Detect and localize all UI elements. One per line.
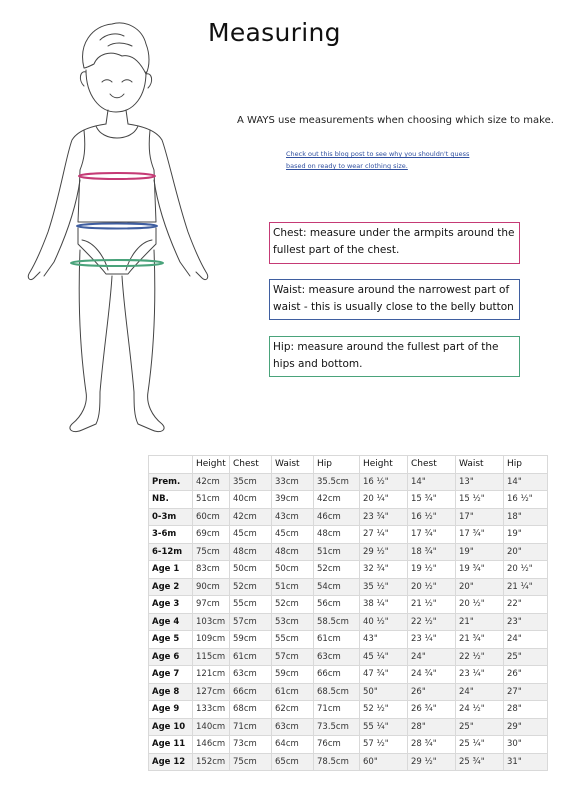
table-cell: 28" [408, 718, 456, 736]
table-cell: 25 ¼" [456, 736, 504, 754]
table-cell: 52 ½" [360, 701, 408, 719]
table-cell: 61cm [314, 631, 360, 649]
table-cell: 22 ½" [408, 613, 456, 631]
table-cell: 109cm [193, 631, 230, 649]
table-cell: 25" [456, 718, 504, 736]
table-cell: 48cm [272, 543, 314, 561]
table-cell: 63cm [272, 718, 314, 736]
table-cell: 53cm [272, 613, 314, 631]
table-cell: 42cm [314, 491, 360, 509]
table-cell: 42cm [193, 473, 230, 491]
table-cell: 45cm [230, 526, 272, 544]
table-cell: 133cm [193, 701, 230, 719]
size-label-cell: Age 3 [149, 596, 193, 614]
table-cell: 45 ¼" [360, 648, 408, 666]
size-label-cell: Age 11 [149, 736, 193, 754]
table-cell: 43cm [272, 508, 314, 526]
table-cell: 39cm [272, 491, 314, 509]
table-row [149, 631, 548, 649]
table-header-cell: Chest [408, 456, 456, 474]
chest-measure-line [79, 173, 155, 179]
table-cell: 103cm [193, 613, 230, 631]
table-cell: 51cm [193, 491, 230, 509]
table-cell: 57cm [230, 613, 272, 631]
table-cell: 68cm [230, 701, 272, 719]
waist-measure-line [77, 224, 157, 229]
table-cell: 115cm [193, 648, 230, 666]
table-cell: 64cm [272, 736, 314, 754]
table-header-row [149, 456, 548, 474]
table-cell: 17" [456, 508, 504, 526]
table-cell: 59cm [230, 631, 272, 649]
hip-measure-line [71, 260, 163, 266]
size-label-cell: Age 1 [149, 561, 193, 579]
table-cell: 68.5cm [314, 683, 360, 701]
table-cell: 21 ¼" [504, 578, 548, 596]
table-cell: 30" [504, 736, 548, 754]
table-cell: 25 ¾" [456, 753, 504, 771]
table-cell: 35 ½" [360, 578, 408, 596]
size-label-cell: Age 7 [149, 666, 193, 684]
table-cell: 15 ¾" [408, 491, 456, 509]
size-label-cell: NB. [149, 491, 193, 509]
table-cell: 78.5cm [314, 753, 360, 771]
table-cell: 17 ¾" [456, 526, 504, 544]
table-cell: 146cm [193, 736, 230, 754]
table-cell: 54cm [314, 578, 360, 596]
table-cell: 24 ¾" [408, 666, 456, 684]
table-cell: 75cm [193, 543, 230, 561]
table-cell: 71cm [314, 701, 360, 719]
table-cell: 75cm [230, 753, 272, 771]
table-cell: 26" [504, 666, 548, 684]
face [86, 70, 146, 112]
table-cell: 51cm [314, 543, 360, 561]
table-header-cell [149, 456, 193, 474]
table-row [149, 543, 548, 561]
size-label-cell: Age 2 [149, 578, 193, 596]
table-row [149, 701, 548, 719]
table-cell: 24" [456, 683, 504, 701]
page-title: Measuring [208, 18, 341, 47]
size-label-cell: 6-12m [149, 543, 193, 561]
table-cell: 22 ½" [456, 648, 504, 666]
table-cell: 19" [504, 526, 548, 544]
table-cell: 59cm [272, 666, 314, 684]
table-cell: 50" [360, 683, 408, 701]
table-cell: 55 ¼" [360, 718, 408, 736]
table-cell: 20 ½" [456, 596, 504, 614]
table-cell: 56cm [314, 596, 360, 614]
table-cell: 52cm [230, 578, 272, 596]
table-header-cell: Hip [504, 456, 548, 474]
table-cell: 48cm [230, 543, 272, 561]
table-cell: 90cm [193, 578, 230, 596]
table-cell: 27 ¼" [360, 526, 408, 544]
table-cell: 152cm [193, 753, 230, 771]
table-cell: 40 ½" [360, 613, 408, 631]
table-cell: 65cm [272, 753, 314, 771]
table-row [149, 736, 548, 754]
size-label-cell: 0-3m [149, 508, 193, 526]
table-cell: 73.5cm [314, 718, 360, 736]
table-cell: 27" [504, 683, 548, 701]
table-cell: 50cm [272, 561, 314, 579]
table-row [149, 578, 548, 596]
table-cell: 83cm [193, 561, 230, 579]
size-label-cell: Age 6 [149, 648, 193, 666]
table-cell: 16 ½" [504, 491, 548, 509]
table-row [149, 648, 548, 666]
table-cell: 52cm [272, 596, 314, 614]
table-cell: 24" [408, 648, 456, 666]
table-cell: 55cm [272, 631, 314, 649]
table-cell: 26 ¾" [408, 701, 456, 719]
table-cell: 46cm [314, 508, 360, 526]
hair [83, 23, 149, 74]
table-cell: 76cm [314, 736, 360, 754]
table-cell: 29" [504, 718, 548, 736]
size-label-cell: Age 10 [149, 718, 193, 736]
table-cell: 35.5cm [314, 473, 360, 491]
table-cell: 69cm [193, 526, 230, 544]
table-cell: 23" [504, 613, 548, 631]
table-cell: 66cm [314, 666, 360, 684]
table-cell: 21" [456, 613, 504, 631]
table-row [149, 613, 548, 631]
table-cell: 20 ½" [408, 578, 456, 596]
table-cell: 57cm [272, 648, 314, 666]
size-label-cell: 3-6m [149, 526, 193, 544]
underwear [78, 228, 156, 274]
table-cell: 20" [504, 543, 548, 561]
table-cell: 97cm [193, 596, 230, 614]
table-cell: 14" [504, 473, 548, 491]
table-cell: 26" [408, 683, 456, 701]
table-cell: 13" [456, 473, 504, 491]
table-cell: 20 ¼" [360, 491, 408, 509]
size-label-cell: Prem. [149, 473, 193, 491]
table-header-cell: Hip [314, 456, 360, 474]
table-cell: 51cm [272, 578, 314, 596]
table-cell: 63cm [314, 648, 360, 666]
table-cell: 24 ½" [456, 701, 504, 719]
table-cell: 21 ½" [408, 596, 456, 614]
table-cell: 20 ½" [504, 561, 548, 579]
table-cell: 23 ¼" [456, 666, 504, 684]
table-cell: 16 ½" [360, 473, 408, 491]
table-row [149, 596, 548, 614]
table-row [149, 666, 548, 684]
table-header-cell: Height [360, 456, 408, 474]
table-cell: 28" [504, 701, 548, 719]
table-cell: 127cm [193, 683, 230, 701]
size-label-cell: Age 9 [149, 701, 193, 719]
table-cell: 61cm [230, 648, 272, 666]
table-row [149, 718, 548, 736]
table-cell: 50cm [230, 561, 272, 579]
table-row [149, 561, 548, 579]
table-cell: 40cm [230, 491, 272, 509]
table-header-cell: Chest [230, 456, 272, 474]
table-cell: 47 ¾" [360, 666, 408, 684]
table-cell: 23 ¼" [408, 631, 456, 649]
size-label-cell: Age 4 [149, 613, 193, 631]
table-cell: 28 ¾" [408, 736, 456, 754]
table-cell: 38 ¼" [360, 596, 408, 614]
table-cell: 62cm [272, 701, 314, 719]
table-cell: 19" [456, 543, 504, 561]
table-cell: 29 ½" [408, 753, 456, 771]
table-cell: 48cm [314, 526, 360, 544]
size-label-cell: Age 12 [149, 753, 193, 771]
table-cell: 31" [504, 753, 548, 771]
table-row [149, 491, 548, 509]
table-cell: 17 ¾" [408, 526, 456, 544]
table-cell: 55cm [230, 596, 272, 614]
table-cell: 58.5cm [314, 613, 360, 631]
size-chart-table [148, 455, 548, 771]
table-cell: 140cm [193, 718, 230, 736]
chest-measure-box: Chest: measure under the armpits around the fullest part of the chest. [269, 222, 520, 264]
table-cell: 35cm [230, 473, 272, 491]
table-cell: 60cm [193, 508, 230, 526]
table-cell: 22" [504, 596, 548, 614]
table-cell: 57 ½" [360, 736, 408, 754]
table-cell: 19 ½" [408, 561, 456, 579]
table-cell: 23 ¾" [360, 508, 408, 526]
table-body [149, 473, 548, 771]
table-cell: 43" [360, 631, 408, 649]
table-cell: 45cm [272, 526, 314, 544]
table-cell: 20" [456, 578, 504, 596]
hip-measure-box: Hip: measure around the fullest part of the hips and bottom. [269, 336, 520, 377]
table-row [149, 753, 548, 771]
table-cell: 52cm [314, 561, 360, 579]
table-header-cell: Waist [272, 456, 314, 474]
table-cell: 61cm [272, 683, 314, 701]
table-cell: 63cm [230, 666, 272, 684]
table-cell: 32 ¾" [360, 561, 408, 579]
table-cell: 73cm [230, 736, 272, 754]
table-cell: 66cm [230, 683, 272, 701]
size-label-cell: Age 5 [149, 631, 193, 649]
table-cell: 19 ¾" [456, 561, 504, 579]
table-cell: 71cm [230, 718, 272, 736]
intro-text: A WAYS use measurements when choosing which size to make. [237, 115, 554, 126]
table-cell: 14" [408, 473, 456, 491]
table-cell: 24" [504, 631, 548, 649]
table-row [149, 683, 548, 701]
blog-post-link[interactable]: Check out this blog post to see why you shouldn't guess based on ready to wear clothing size. [286, 150, 470, 170]
table-header-cell: Height [193, 456, 230, 474]
table-cell: 29 ½" [360, 543, 408, 561]
table-row [149, 526, 548, 544]
table-cell: 18" [504, 508, 548, 526]
table-cell: 21 ¾" [456, 631, 504, 649]
table-row [149, 508, 548, 526]
table-cell: 33cm [272, 473, 314, 491]
table-cell: 121cm [193, 666, 230, 684]
table-cell: 42cm [230, 508, 272, 526]
waist-measure-box: Waist: measure around the narrowest part of waist - this is usually close to the belly button [269, 279, 520, 320]
table-cell: 16 ½" [408, 508, 456, 526]
table-row [149, 473, 548, 491]
table-cell: 15 ½" [456, 491, 504, 509]
tank-top [78, 130, 156, 222]
size-label-cell: Age 8 [149, 683, 193, 701]
table-cell: 60" [360, 753, 408, 771]
table-cell: 18 ¾" [408, 543, 456, 561]
table-header-cell: Waist [456, 456, 504, 474]
table-cell: 25" [504, 648, 548, 666]
